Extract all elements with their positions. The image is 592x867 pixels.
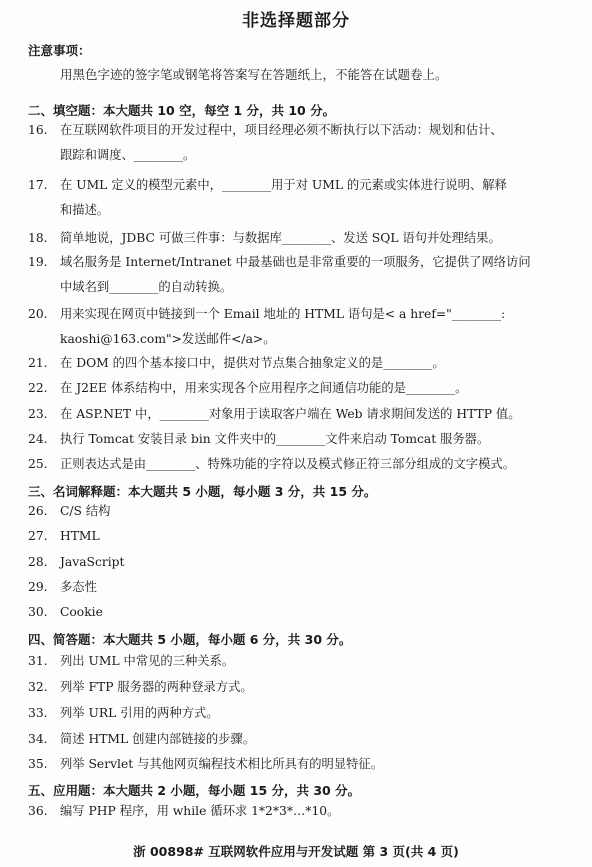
question-number: 30. <box>28 605 48 619</box>
question-text: 列举 FTP 服务器的两种登录方式。 <box>60 680 253 694</box>
question-text: JavaScript <box>60 555 125 569</box>
question-text: 多态性 <box>60 580 97 594</box>
question-text: 在 DOM 的四个基本接口中，提供对节点集合抽象定义的是________。 <box>60 356 445 370</box>
question-20 <box>28 302 573 352</box>
question-number: 33. <box>28 706 48 720</box>
section-short-answer: 四、简答题：本大题共 5 小题，每小题 6 分，共 30 分。 <box>28 632 352 647</box>
question-text: 在互联网软件项目的开发过程中，项目经理必须不断执行以下活动：规划和估计、 <box>60 123 503 137</box>
question-text: Cookie <box>60 605 103 619</box>
question-16 <box>28 118 573 168</box>
notice-heading: 注意事项： <box>28 43 91 58</box>
question-text: 列举 URL 引用的两种方式。 <box>60 706 219 720</box>
question-number: 16. <box>28 123 48 137</box>
question-text: C/S 结构 <box>60 504 111 518</box>
section-terms: 三、名词解释题：本大题共 5 小题，每小题 3 分，共 15 分。 <box>28 484 377 499</box>
question-31 <box>28 649 573 674</box>
question-number: 19. <box>28 255 48 269</box>
question-number: 23. <box>28 407 48 421</box>
question-text: 编写 PHP 程序，用 while 循环求 1*2*3*…*10。 <box>60 804 340 818</box>
question-text: 简述 HTML 创建内部链接的步骤。 <box>60 732 256 746</box>
question-29 <box>28 575 573 600</box>
question-number: 24. <box>28 432 48 446</box>
question-text: 域名服务是 Internet/Intranet 中最基础也是非常重要的一项服务，它提供了网络访问 <box>60 255 531 269</box>
question-27 <box>28 524 573 549</box>
question-21 <box>28 351 573 376</box>
question-text: 在 UML 定义的模型元素中，________用于对 UML 的元素或实体进行说明、解释 <box>60 178 507 192</box>
question-24 <box>28 427 573 452</box>
question-30 <box>28 600 573 625</box>
question-number: 26. <box>28 504 48 518</box>
question-25 <box>28 452 573 477</box>
question-number: 17. <box>28 178 48 192</box>
question-26 <box>28 499 573 524</box>
question-text-cont: 中域名到________的自动转换。 <box>60 280 233 294</box>
question-28 <box>28 550 573 575</box>
question-number: 28. <box>28 555 48 569</box>
question-text: 简单地说，JDBC 可做三件事：与数据库________、发送 SQL 语句并处理结果。 <box>60 231 501 245</box>
question-18 <box>28 226 573 251</box>
question-number: 18. <box>28 231 48 245</box>
question-number: 36. <box>28 804 48 818</box>
question-text: 正则表达式是由________、特殊功能的字符以及模式修正符三部分组成的文字模式。 <box>60 457 515 471</box>
question-17 <box>28 173 573 223</box>
question-34 <box>28 727 573 752</box>
page-title: 非选择题部分 <box>242 11 350 31</box>
question-19 <box>28 250 573 300</box>
question-number: 32. <box>28 680 48 694</box>
question-number: 21. <box>28 356 48 370</box>
notice-body: 用黑色字迹的签字笔或钢笔将答案写在答题纸上，不能答在试题卷上。 <box>60 67 448 82</box>
question-text: 列出 UML 中常见的三种关系。 <box>60 654 235 668</box>
question-text: 列举 Servlet 与其他网页编程技术相比所具有的明显特征。 <box>60 757 384 771</box>
question-text: HTML <box>60 529 100 543</box>
question-22 <box>28 376 573 401</box>
question-text: 在 ASP.NET 中，________对象用于读取客户端在 Web 请求期间发送的 HTTP 值。 <box>60 407 521 421</box>
question-number: 34. <box>28 732 48 746</box>
question-number: 20. <box>28 307 48 321</box>
question-33 <box>28 701 573 726</box>
question-text: 执行 Tomcat 安装目录 bin 文件夹中的________文件来启动 Tomcat 服务器。 <box>60 432 490 446</box>
question-number: 25. <box>28 457 48 471</box>
question-number: 35. <box>28 757 48 771</box>
question-number: 31. <box>28 654 48 668</box>
question-text: 用来实现在网页中链接到一个 Email 地址的 HTML 语句是< a href="________: <box>60 307 506 321</box>
page-footer: 浙 00898# 互联网软件应用与开发试题 第 3 页(共 4 页) <box>133 844 459 859</box>
section-fill-in-blank: 二、填空题：本大题共 10 空，每空 1 分，共 10 分。 <box>28 103 336 118</box>
question-text: 在 J2EE 体系结构中，用来实现各个应用程序之间通信功能的是________。 <box>60 381 468 395</box>
question-35 <box>28 752 573 777</box>
question-text-cont: 跟踪和调度、________。 <box>60 148 196 162</box>
question-number: 22. <box>28 381 48 395</box>
question-36 <box>28 799 573 824</box>
question-number: 27. <box>28 529 48 543</box>
question-32 <box>28 675 573 700</box>
question-23 <box>28 402 573 427</box>
question-text-cont: 和描述。 <box>60 203 110 217</box>
question-text-cont: kaoshi@163.com">发送邮件</a>。 <box>60 332 276 346</box>
section-application: 五、应用题：本大题共 2 小题，每小题 15 分，共 30 分。 <box>28 783 361 798</box>
question-number: 29. <box>28 580 48 594</box>
